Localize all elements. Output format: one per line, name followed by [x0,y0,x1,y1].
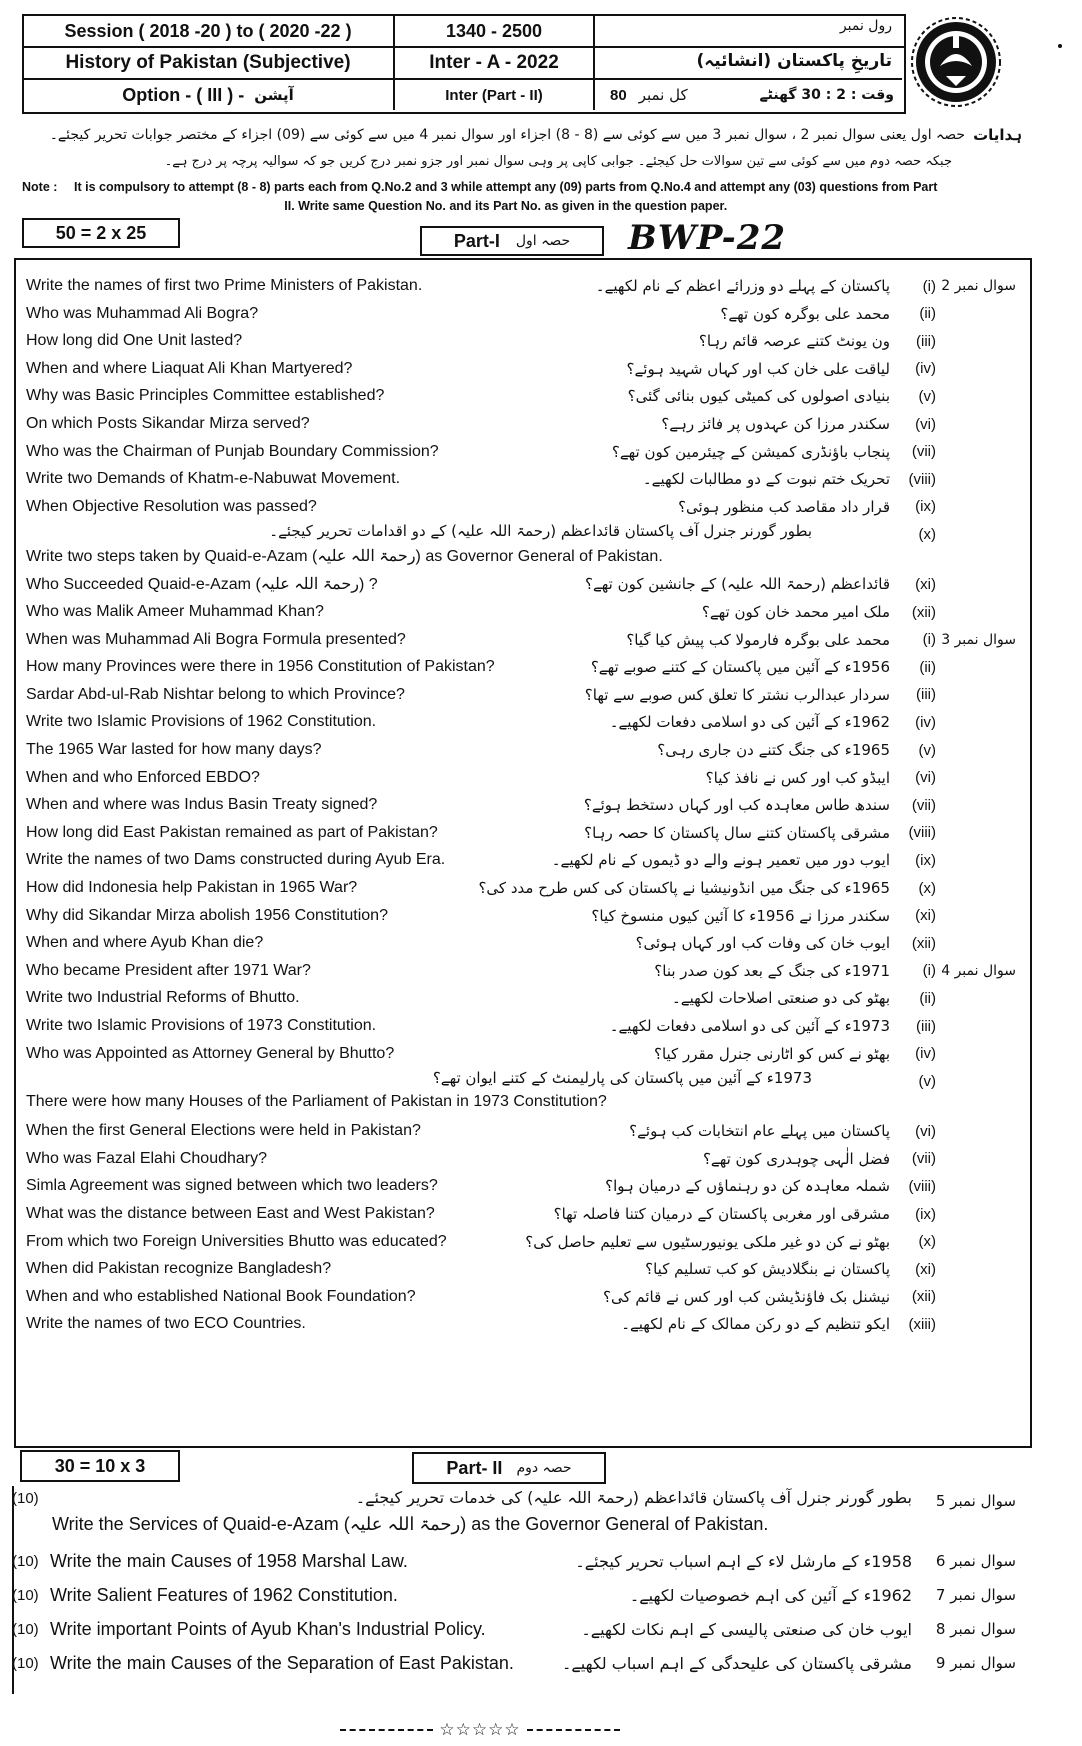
question-group-number: سوال نمبر 3 [941,631,1016,648]
question-row [22,984,1022,1012]
question-english: When and who Enforced EBDO? [26,768,260,786]
question-row [22,570,1022,598]
question-urdu: محمد علی بوگرہ فارمولا کب پیش کیا گیا؟ [626,630,890,649]
part1-marks: 50 = 2 x 25 [22,218,180,248]
question-number: (xi) [915,907,936,925]
question-english: Who was Fazal Elahi Choudhary? [26,1149,268,1167]
question-number: (iv) [915,713,936,731]
option-text: Option - ( III ) - [122,84,245,105]
question-row [22,957,1022,985]
question-urdu: 1956ء کے آئین میں پاکستان کے کتنے صوبے تھے؟ [590,658,890,677]
question-number: (v) [918,741,936,759]
question-number: (viii) [908,1177,936,1195]
question-urdu: 1971ء کی جنگ کے بعد کون صدر بنا؟ [654,961,890,980]
header-divider [393,14,395,110]
question-number: (ii) [919,989,936,1007]
question-number: (i) [922,631,936,649]
question-urdu: ملک امیر محمد خان کون تھے؟ [701,603,890,621]
exam-label: Inter - A - 2022 [429,52,559,73]
question-urdu: پاکستان میں پہلے عام انتخابات کب ہوئے؟ [629,1122,890,1141]
question-number: (iii) [916,686,936,704]
question-english: When and where was Indus Basin Treaty signed? [26,796,378,814]
marks-time-cell [598,80,900,110]
question-urdu: ایکو تنظیم کے دو رکن ممالک کے نام لکھیے۔ [621,1315,890,1334]
question-row [22,1172,1022,1200]
question-urdu: بھٹو کی دو صنعتی اصلاحات لکھیے۔ [672,989,890,1008]
question-english: Write the main Causes of the Separation of East Pakistan. [50,1652,514,1673]
question-english: How long did East Pakistan remained as part of Pakistan? [26,823,438,841]
question-row [22,272,1022,300]
question-row [22,1117,1022,1145]
question-urdu: 1965ء کی جنگ میں انڈونیشیا نے پاکستان کی کس طرح مدد کی؟ [478,879,890,897]
part2-label-box [412,1452,606,1484]
question-row [22,520,1022,568]
question-english: Write two Islamic Provisions of 1973 Constitution. [26,1017,377,1034]
question-marks: (10) [12,1654,39,1672]
question-urdu: پاکستان نے بنگلادیش کو کب تسلیم کیا؟ [645,1260,890,1279]
question-urdu: بطور گورنر جنرل آف پاکستان قائداعظم (رحمۃ اللہ علیہ) کے دو اقدامات تحریر کیجئے۔ [269,522,812,541]
question-number: (iii) [916,1017,936,1035]
question-english: How long did One Unit lasted? [26,332,243,350]
question-english: When and where Liaquat Ali Khan Martyered? [26,359,353,377]
question-english: On which Posts Sikandar Mirza served? [26,415,310,432]
question-number: (xiii) [908,1315,936,1333]
question-urdu: بطور گورنر جنرل آف پاکستان قائداعظم (رحمۃ اللہ علیہ) کی خدمات تحریر کیجئے۔ [355,1488,912,1507]
question-row [22,1040,1022,1068]
question-group-number: سوال نمبر 4 [941,962,1016,979]
question-number: (x) [918,526,936,544]
question-row [22,846,1022,874]
question-urdu: ون یونٹ کتنے عرصہ قائم رہا؟ [698,332,890,351]
board-emblem-icon [910,16,1002,108]
question-number: (iv) [915,1045,936,1063]
note-label: Note : [22,180,58,194]
margin-dot [1058,44,1062,48]
question-number: (i) [922,277,936,295]
question-row [22,929,1022,957]
question-english: Write the names of two Dams constructed during Ayub Era. [26,851,446,869]
question-urdu: بھٹو نے کن دو غیر ملکی یونیورسٹیوں سے تعلیم حاصل کی؟ [525,1232,890,1251]
question-english: Write Salient Features of 1962 Constitution. [50,1584,398,1605]
question-row [22,1310,1022,1338]
question-urdu: پنجاب باؤنڈری کمیشن کے چیئرمین کون تھے؟ [611,442,890,461]
question-row [22,300,1022,328]
note-text: It is compulsory to attempt (8 - 8) parts each from Q.No.2 and 3 while attempt any (09) parts from Q.No.4 and attempt any (03) questions from Part II. Write same Question No. and its Part No. as given in the question paper. [74,180,938,213]
question-number: (vii) [911,796,936,814]
question-row [22,653,1022,681]
part1-label-urdu: حصہ اول [515,233,571,249]
question-group-number: سوال نمبر 5 [935,1492,1016,1510]
instructions-urdu-line [49,126,1022,144]
roll-number-label: رول نمبر [839,18,892,34]
question-english: Sardar Abd-ul-Rab Nishtar belong to which Province? [26,685,405,703]
question-number: (xi) [915,575,936,593]
question-number: (vi) [915,769,936,787]
question-row [22,438,1022,466]
question-english: Why was Basic Principles Committee established? [26,387,385,405]
question-row [22,708,1022,736]
question-english: When did Pakistan recognize Bangladesh? [26,1260,332,1278]
question-urdu: 1958ء کے مارشل لاء کے اہم اسباب تحریر کیجئے۔ [575,1551,912,1571]
question-english: Write the names of two ECO Countries. [26,1315,306,1333]
question-english: When Objective Resolution was passed? [26,497,317,515]
question-row [22,355,1022,383]
question-number: (v) [918,387,936,405]
question-marks: (10) [12,1620,39,1638]
instructions-urdu-2: جبکہ حصہ دوم میں سے کوئی سے تین سوالات حل کیجئے۔ جوابی کاپی پر وہی سوال نمبر اور جزو نمبر درج کریں جو کہ سوالیہ پرچہ پر درج ہے۔ [164,154,952,169]
question-row [22,465,1022,493]
question-urdu: سکندر مرزا کن عہدوں پر فائز رہے؟ [661,415,890,433]
question-number: (i) [922,962,936,980]
question-english: There were how many Houses of the Parliament of Pakistan in 1973 Constitution? [26,1093,607,1111]
question-urdu: ایوب خان کی صنعتی پالیسی کے اہم نکات لکھیے۔ [581,1619,912,1639]
option-urdu: آپشن [254,86,294,104]
part2-question-row [12,1648,1022,1678]
question-number: (vii) [911,1150,936,1168]
question-urdu: ایبڈو کب اور کس نے نافذ کیا؟ [705,768,890,787]
question-row [22,764,1022,792]
question-marks: (10) [12,1490,39,1507]
question-number: (viii) [908,470,936,488]
question-row [22,902,1022,930]
question-urdu: سندھ طاس معاہدہ کب اور کہاں دستخط ہوئے؟ [583,796,890,815]
question-english: When the first General Elections were held in Pakistan? [26,1122,421,1140]
footer-stars: ☆☆☆☆☆ [439,1720,521,1740]
question-number: (ii) [919,658,936,676]
question-urdu: سکندر مرزا نے 1956ء کا آئین کیوں منسوخ کیا؟ [591,906,890,925]
question-number: (iv) [915,360,936,378]
total-marks: 80 [610,86,627,104]
part2-label-urdu: حصہ دوم [516,1460,572,1476]
part2-question-row [12,1488,1022,1540]
total-marks-label: کل نمبر [638,86,688,104]
question-number: (viii) [908,824,936,842]
question-number: (xi) [915,1260,936,1278]
question-english: Write two Industrial Reforms of Bhutto. [26,989,300,1007]
option-label [24,80,392,110]
question-urdu: مشرقی پاکستان کی علیحدگی کے اہم اسباب لکھیے۔ [562,1653,912,1673]
question-number: (x) [918,1233,936,1251]
question-number: (v) [918,1073,936,1091]
paper-title: History of Pakistan (Subjective) [65,52,351,73]
question-urdu: بنیادی اصولوں کی کمیٹی کیوں بنائی گئی؟ [627,387,890,406]
question-urdu: 1973ء کے آئین کی دو اسلامی دفعات لکھیے۔ [609,1017,890,1035]
question-number: (xii) [911,603,936,621]
question-number: (ix) [915,498,936,516]
question-group-number: سوال نمبر 6 [935,1552,1016,1570]
question-row [22,382,1022,410]
question-urdu: محمد علی بوگرہ کون تھے؟ [720,304,890,323]
question-urdu: ایوب خان کی وفات کب اور کہاں ہوئی؟ [635,934,890,953]
question-row [22,626,1022,654]
question-urdu: سردار عبدالرب نشتر کا تعلق کس صوبے سے تھا؟ [584,685,890,704]
question-number: (x) [918,879,936,897]
question-english: When was Muhammad Ali Bogra Formula presented? [26,630,406,648]
question-english: Who was the Chairman of Punjab Boundary Commission? [26,442,439,460]
time-label: وقت : 2 : 30 گھنٹے [759,87,894,103]
question-urdu: 1965ء کی جنگ کتنے دن جاری رہی؟ [657,741,890,759]
question-number: (vi) [915,415,936,433]
question-row [22,874,1022,902]
question-row [22,410,1022,438]
question-english: How many Provinces were there in 1956 Constitution of Pakistan? [26,658,495,676]
part2-question-row [12,1580,1022,1610]
question-row [22,598,1022,626]
question-marks: (10) [12,1552,39,1570]
instructions-urdu-1: حصہ اول یعنی سوال نمبر 2 ، سوال نمبر 3 میں سے کوئی سے (8 - 8) اجزاء اور سوال نمبر 4 میں سے کوئی سے (09) اجزاء کے مختصر جوابات تحریر کیجئے۔ [49,127,966,143]
question-number: (vii) [911,443,936,461]
part2-question-row [12,1614,1022,1644]
question-row [22,1145,1022,1173]
question-english: Why did Sikandar Mirza abolish 1956 Constitution? [26,906,388,924]
question-english: How did Indonesia help Pakistan in 1965 War? [26,879,358,896]
part2-question-row [12,1546,1022,1576]
part-label: Inter (Part - II) [445,86,543,104]
paper-code: 1340 - 2500 [445,20,543,41]
question-urdu: شملہ معاہدہ کن دو رہنماؤں کے درمیان ہوا؟ [605,1177,890,1196]
question-urdu: پاکستان کے پہلے دو وزرائے اعظم کے نام لکھیے۔ [595,277,890,295]
question-english: Write important Points of Ayub Khan's Industrial Policy. [50,1618,486,1639]
question-group-number: سوال نمبر 2 [941,278,1016,294]
question-english: Write the names of first two Prime Ministers of Pakistan. [26,277,423,294]
subject-urdu: تاریخِ پاکستان (انشائیہ) [696,51,892,71]
footer-line [340,1729,433,1731]
question-row [22,1200,1022,1228]
question-group-number: سوال نمبر 8 [935,1620,1016,1638]
question-urdu: 1962ء کے آئین کی دو اسلامی دفعات لکھیے۔ [609,713,890,732]
question-english: Write the Services of Quaid-e-Azam (رحمۃ اللہ علیہ) as the Governor General of Pakistan. [52,1514,769,1534]
question-urdu: فضل الٰہی چوہدری کون تھے؟ [702,1149,890,1168]
question-urdu: بھٹو نے کس کو اٹارنی جنرل مقرر کیا؟ [653,1044,890,1063]
question-english: What was the distance between East and West Pakistan? [26,1205,435,1222]
question-number: (xii) [911,1288,936,1306]
question-row [22,1012,1022,1040]
session-label: Session ( 2018 -20 ) to ( 2020 -22 ) [64,20,352,41]
question-urdu: قائداعظم (رحمۃ اللہ علیہ) کے جانشین کون تھے؟ [585,575,890,594]
question-row [22,1228,1022,1256]
question-row [22,1255,1022,1283]
question-urdu: قرار داد مقاصد کب منظور ہوئی؟ [678,497,890,516]
question-marks: (10) [12,1586,39,1604]
question-english: Who was Muhammad Ali Bogra? [26,304,259,322]
footer-ornament [340,1720,620,1740]
question-number: (ix) [915,851,936,869]
instructions-urdu-label: ہدایات [973,126,1022,144]
question-row [22,493,1022,521]
question-row [22,1283,1022,1311]
question-urdu: تحریک ختم نبوت کے دو مطالبات لکھیے۔ [642,470,890,489]
question-english: Who Succeeded Quaid-e-Azam (رحمۃ اللہ علیہ) ? [26,576,378,594]
question-urdu: نیشنل بک فاؤنڈیشن کب اور کس نے قائم کی؟ [603,1287,890,1306]
question-urdu: 1962ء کے آئین کی اہم خصوصیات لکھیے۔ [629,1585,912,1605]
question-english: Simla Agreement was signed between which two leaders? [26,1177,438,1195]
question-urdu: لیاقت علی خان کب اور کہاں شہید ہوئے؟ [626,359,890,378]
question-english: Write two Demands of Khatm-e-Nabuwat Movement. [26,470,401,488]
question-number: (vi) [915,1122,936,1140]
question-urdu: 1973ء کے آئین میں پاکستان کی پارلیمنٹ کے کتنے ایوان تھے؟ [432,1069,812,1088]
question-row [22,1067,1022,1115]
question-english: When and who established National Book Foundation? [26,1287,416,1305]
question-urdu: مشرقی اور مغربی پاکستان کے درمیان کتنا فاصلہ تھا؟ [553,1205,890,1223]
question-row [22,681,1022,709]
question-english: Who became President after 1971 War? [26,961,311,979]
part2-label: Part- II [446,1457,503,1478]
part1-label: Part-I [453,230,500,251]
question-number: (ii) [919,305,936,323]
question-group-number: سوال نمبر 7 [935,1586,1016,1604]
question-english: Write two steps taken by Quaid-e-Azam (رحمۃ اللہ علیہ) as Governor General of Pakistan. [26,548,663,566]
question-english: Write the main Causes of 1958 Marshal Law. [50,1550,408,1571]
question-english: Who was Malik Ameer Muhammad Khan? [26,603,324,620]
question-group-number: سوال نمبر 9 [935,1654,1016,1672]
question-english: Write two Islamic Provisions of 1962 Constitution. [26,713,377,731]
question-urdu: مشرقی پاکستان کتنے سال پاکستان کا حصہ رہا؟ [584,823,890,842]
question-english: When and where Ayub Khan die? [26,934,264,952]
part2-marks: 30 = 10 x 3 [20,1450,180,1482]
instructions-note [22,178,940,216]
part1-label-box [420,226,604,256]
question-english: Who was Appointed as Attorney General by Bhutto? [26,1044,395,1062]
question-row [22,736,1022,764]
question-english: From which two Foreign Universities Bhutto was educated? [26,1232,447,1250]
header-divider [593,14,595,110]
question-number: (ix) [915,1205,936,1223]
question-english: The 1965 War lasted for how many days? [26,741,322,758]
question-row [22,791,1022,819]
question-row [22,327,1022,355]
footer-line [527,1729,620,1731]
handwritten-note: BWP-22 [628,218,787,258]
question-number: (xii) [911,934,936,952]
question-urdu: ایوب دور میں تعمیر ہونے والے دو ڈیموں کے نام لکھیے۔ [551,851,890,870]
question-row [22,819,1022,847]
question-number: (iii) [916,332,936,350]
